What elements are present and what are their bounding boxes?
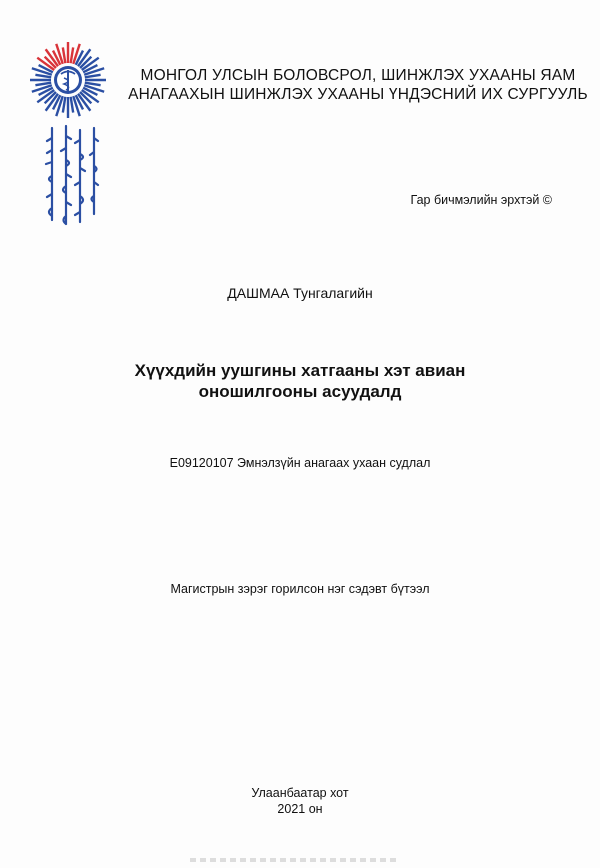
logo-ray bbox=[35, 83, 51, 86]
logo-ray bbox=[63, 47, 66, 63]
university-logo-icon bbox=[28, 40, 108, 120]
logo-ray bbox=[85, 83, 101, 86]
mongolian-script-emblem bbox=[42, 124, 102, 232]
place-and-date bbox=[0, 785, 600, 817]
logo-ray bbox=[35, 75, 51, 78]
ministry-header bbox=[118, 66, 598, 104]
logo-ray bbox=[71, 47, 74, 63]
thesis-title-line1: Хүүхдийн уушгины хатгааны хэт авиан bbox=[134, 361, 466, 380]
degree-statement: Магистрын зэрэг горилсон нэг сэдэвт бүтээл bbox=[170, 582, 430, 596]
thesis-title bbox=[0, 360, 600, 402]
logo-ray bbox=[85, 75, 101, 78]
thesis-title-line2: оношилгооны асуудалд bbox=[198, 382, 402, 401]
copyright-notice: Гар бичмэлийн эрхтэй © bbox=[410, 193, 552, 207]
scan-artifact bbox=[190, 858, 400, 862]
specialty-code: E09120107 Эмнэлзүйн анагаах ухаан судлал bbox=[169, 456, 431, 470]
city: Улаанбаатар хот bbox=[251, 786, 349, 800]
logo-ray bbox=[71, 97, 74, 113]
header-ministry-line: МОНГОЛ УЛСЫН БОЛОВСРОЛ, ШИНЖЛЭХ УХААНЫ ЯАМ bbox=[140, 67, 576, 84]
year: 2021 он bbox=[277, 802, 323, 816]
logo-ray bbox=[63, 97, 66, 113]
header-university-line: АНАГААХЫН ШИНЖЛЭХ УХААНЫ ҮНДЭСНИЙ ИХ СУРГУУЛЬ bbox=[128, 86, 588, 103]
author-name: ДАШМАА Тунгалагийн bbox=[227, 285, 373, 301]
